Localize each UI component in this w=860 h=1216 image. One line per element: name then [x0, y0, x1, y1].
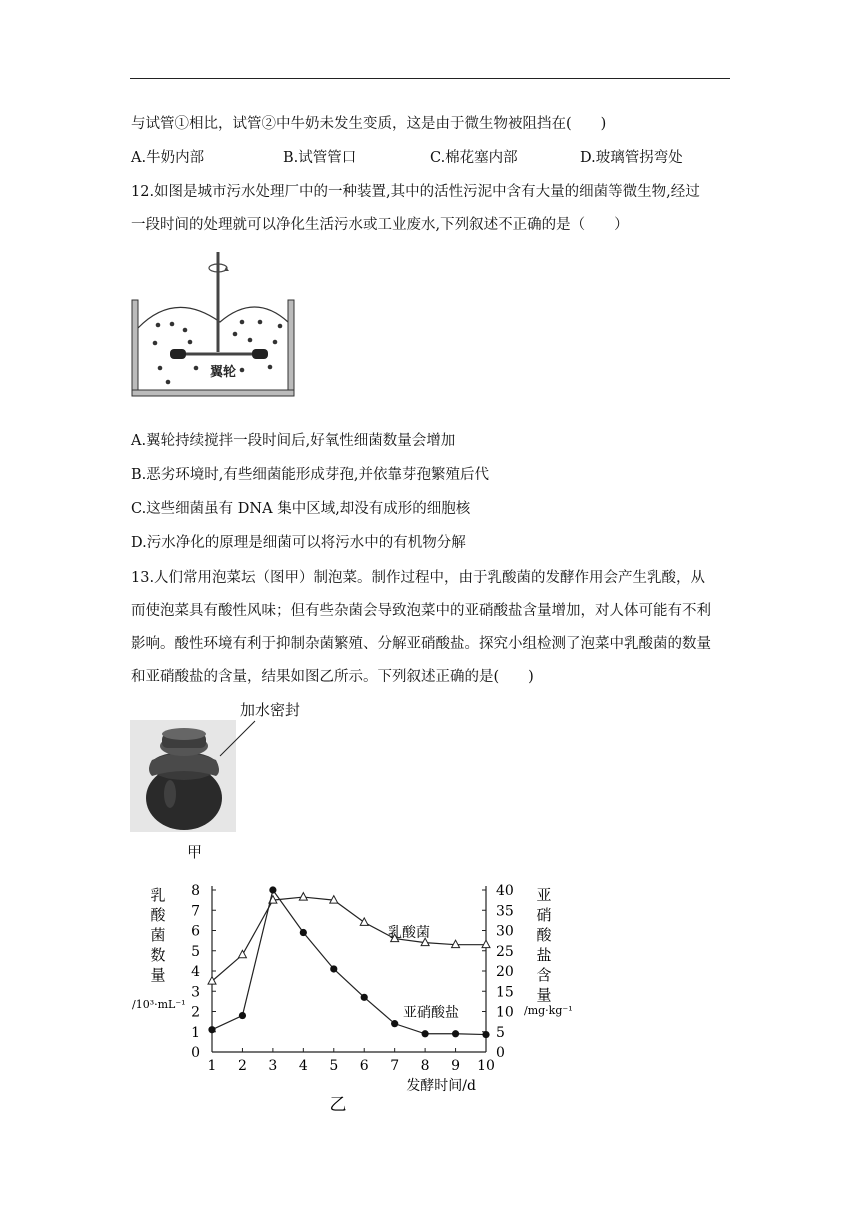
q11-stem: 与试管①相比，试管②中牛奶未发生变质，这是由于微生物被阻挡在( ): [131, 116, 607, 132]
right-axis-label-char: 盐: [536, 946, 552, 964]
nitrite-point: [330, 965, 337, 972]
right-tick-label: 15: [496, 984, 514, 1001]
aeration-tank-figure: [130, 250, 298, 400]
right-tick-label: 20: [496, 964, 514, 980]
right-tick-label: 25: [496, 943, 514, 960]
fermentation-chart: [120, 870, 590, 1120]
nitrite-point: [239, 1012, 246, 1019]
left-tick-label: 2: [191, 1004, 200, 1021]
left-axis-unit: /10³·mL⁻¹: [132, 998, 186, 1011]
nitrite-point: [391, 1020, 398, 1027]
lactobacillus-point: [360, 918, 368, 926]
nitrite-point: [482, 1031, 489, 1038]
q13-stem-line2: 而使泡菜具有酸性风味；但有些杂菌会导致泡菜中的亚硝酸盐含量增加，对人体可能有不利: [131, 603, 711, 619]
q11-option-b: B.试管管口: [283, 150, 357, 166]
nitrite-point: [361, 994, 368, 1001]
right-axis-unit: /mg·kg⁻¹: [524, 1004, 573, 1017]
x-tick-label: 9: [451, 1058, 461, 1074]
x-tick-label: 10: [477, 1058, 495, 1074]
series-label-lactobacillus: 乳酸菌: [388, 925, 430, 941]
figure-jia-label: 甲: [187, 843, 203, 861]
nitrite-point: [452, 1030, 459, 1037]
x-tick-label: 2: [237, 1058, 247, 1074]
q12-option-d: D.污水净化的原理是细菌可以将污水中的有机物分解: [131, 535, 466, 551]
lactobacillus-point: [238, 950, 246, 958]
q11-option-c: C.棉花塞内部: [430, 150, 518, 166]
pickle-jar-figure: [130, 696, 320, 866]
left-axis-label-char: 菌: [150, 926, 166, 944]
x-tick-label: 8: [420, 1058, 430, 1074]
right-tick-label: 40: [496, 883, 514, 899]
lactobacillus-point: [208, 977, 216, 985]
header-rule: [130, 78, 730, 79]
series-label-nitrite: 亚硝酸盐: [403, 1005, 459, 1021]
x-tick-label: 7: [390, 1058, 400, 1074]
left-tick-label: 4: [191, 964, 200, 980]
left-tick-label: 5: [191, 943, 200, 960]
q12-stem-line1: 12.如图是城市污水处理厂中的一种装置,其中的活性污泥中含有大量的细菌等微生物,经过: [131, 184, 700, 200]
left-axis-label-char: 酸: [150, 906, 166, 924]
right-tick-label: 0: [496, 1045, 505, 1061]
x-tick-label: 5: [329, 1058, 339, 1074]
left-axis-label-char: 乳: [150, 886, 166, 904]
x-tick-label: 1: [207, 1058, 217, 1074]
lactobacillus-point: [482, 940, 490, 948]
right-tick-label: 10: [496, 1004, 514, 1021]
q12-option-c: C.这些细菌虽有 DNA 集中区域,却没有成形的细胞核: [131, 501, 471, 517]
left-axis-label-char: 数: [150, 946, 166, 964]
right-tick-label: 35: [496, 903, 514, 920]
nitrite-point: [269, 886, 276, 893]
seal-callout-label: 加水密封: [240, 701, 301, 719]
right-axis-label-char: 亚: [536, 886, 552, 904]
nitrite-point: [300, 929, 307, 936]
left-tick-label: 7: [191, 903, 200, 920]
left-axis-label-char: 量: [150, 966, 166, 984]
x-tick-label: 4: [298, 1058, 308, 1074]
q12-option-b: B.恶劣环境时,有些细菌能形成芽孢,并依靠芽孢繁殖后代: [131, 467, 489, 483]
q13-stem-line1: 13.人们常用泡菜坛（图甲）制泡菜。制作过程中，由于乳酸菌的发酵作用会产生乳酸，从: [131, 570, 706, 586]
q12-option-a: A.翼轮持续搅拌一段时间后,好氧性细菌数量会增加: [131, 433, 456, 449]
q11-option-a: A.牛奶内部: [131, 150, 205, 166]
left-tick-label: 0: [191, 1045, 200, 1061]
right-axis-label-char: 硝: [536, 906, 552, 924]
right-axis-label-char: 量: [536, 986, 552, 1004]
x-tick-label: 3: [268, 1058, 278, 1074]
series-line-triangle: [212, 897, 486, 981]
figure-yi-label: 乙: [329, 1095, 347, 1115]
right-tick-label: 5: [496, 1024, 505, 1041]
right-tick-label: 30: [496, 923, 514, 940]
left-tick-label: 8: [191, 883, 200, 899]
q13-stem-line4: 和亚硝酸盐的含量，结果如图乙所示。下列叙述正确的是( ): [131, 669, 534, 685]
left-tick-label: 6: [191, 923, 200, 940]
nitrite-point: [422, 1030, 429, 1037]
q12-stem-line2: 一段时间的处理就可以净化生活污水或工业废水,下列叙述不正确的是（ ）: [131, 217, 629, 233]
impeller-label: 翼轮: [210, 365, 237, 380]
left-tick-label: 1: [191, 1024, 200, 1041]
left-tick-label: 3: [191, 984, 200, 1001]
nitrite-point: [208, 1026, 215, 1033]
right-axis-label-char: 含: [536, 966, 552, 984]
q11-option-d: D.玻璃管拐弯处: [580, 150, 683, 166]
right-axis-label-char: 酸: [536, 926, 552, 944]
lactobacillus-point: [299, 893, 307, 901]
q13-stem-line3: 影响。酸性环境有利于抑制杂菌繁殖、分解亚硝酸盐。探究小组检测了泡菜中乳酸菌的数量: [131, 636, 711, 652]
x-axis-label: 发酵时间/d: [406, 1078, 476, 1094]
x-tick-label: 6: [359, 1058, 369, 1074]
